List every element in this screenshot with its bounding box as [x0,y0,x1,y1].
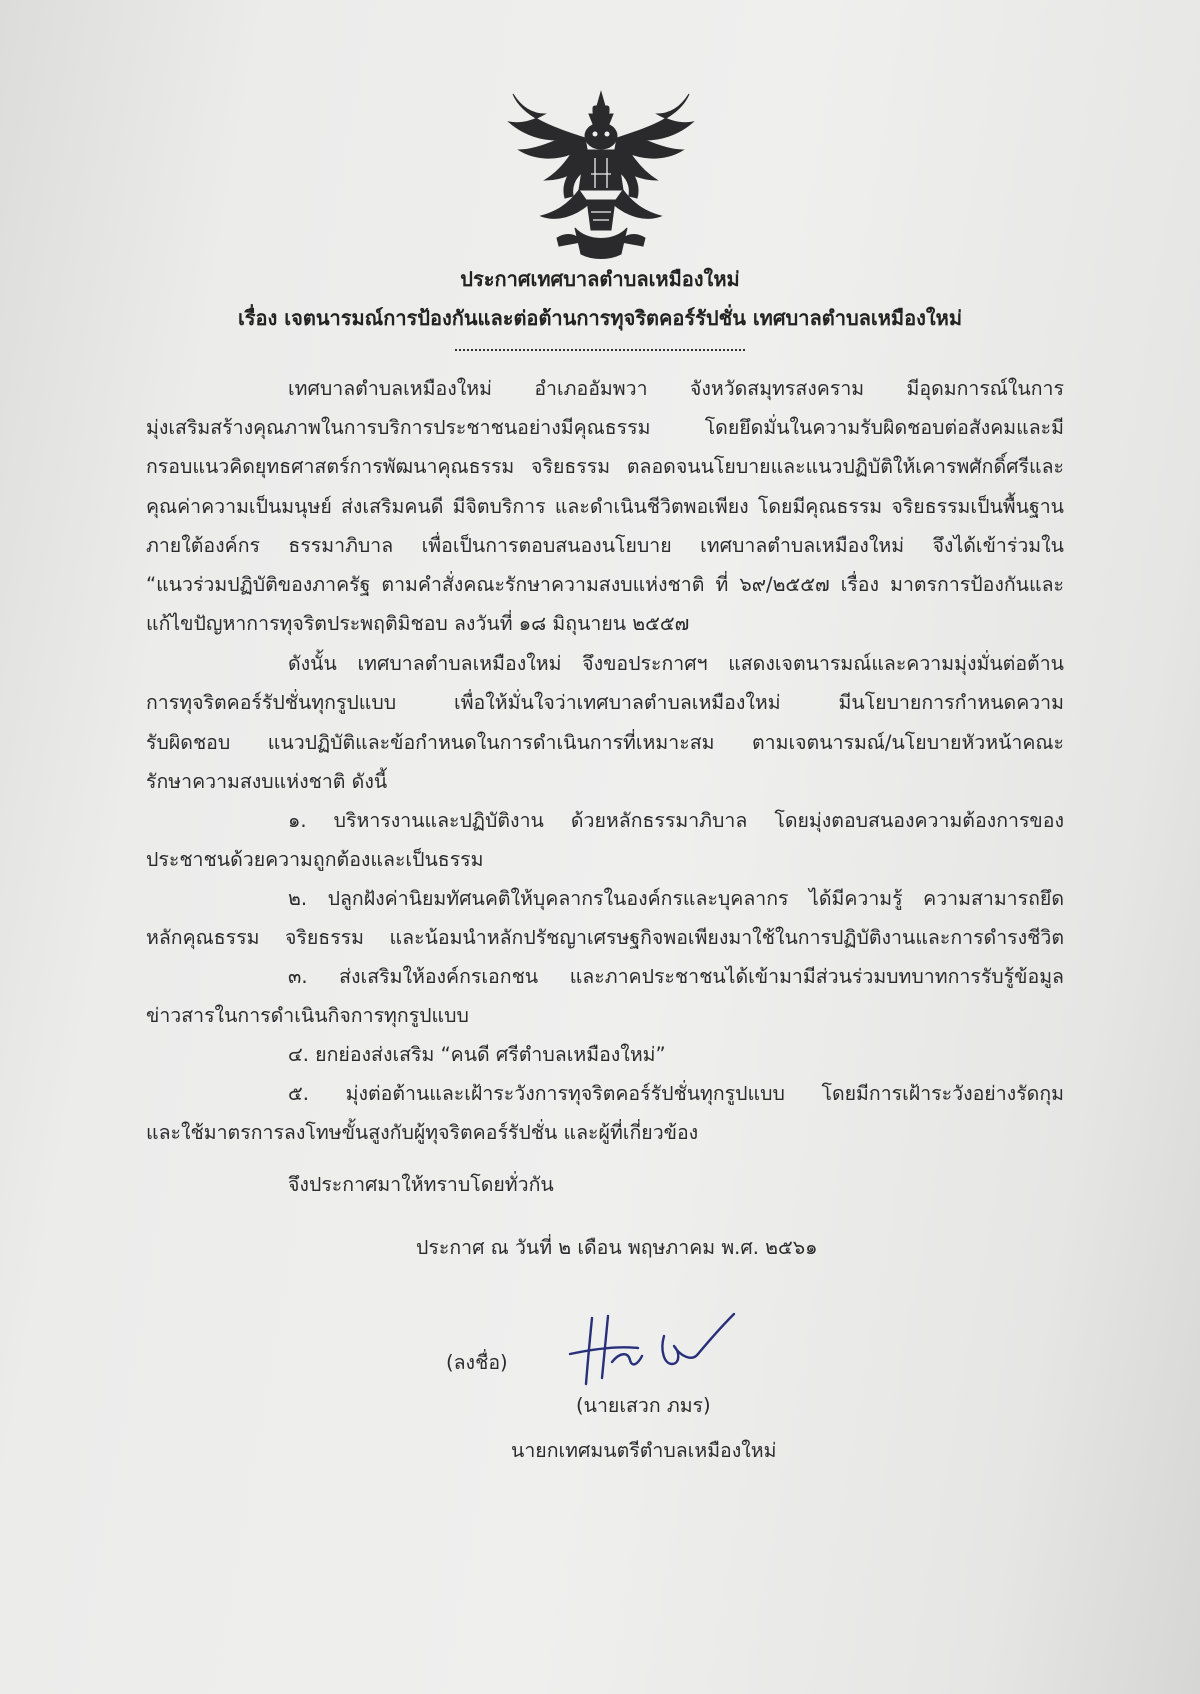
list-item: ๒. ปลูกฝังค่านิยมทัศนคติให้บุคลากรในองค์กรและบุคลากร ได้มีความรู้ ความสามารถยึด [288,887,1064,910]
list-item-continuation: หลักคุณธรรม จริยธรรม และน้อมนำหลักปรัชญาเศรษฐกิจพอเพียงมาใช้ในการปฏิบัติงานและการดำรงชีวิต [146,926,1064,949]
list-item: ๕. มุ่งต่อต้านและเฝ้าระวังการทุจริตคอร์รัปชั่นทุกรูปแบบ โดยมีการเฝ้าระวังอย่างรัดกุม [288,1082,1064,1105]
list-item-continuation: ประชาชนด้วยความถูกต้องและเป็นธรรม [146,848,484,871]
body-line: ดังนั้น เทศบาลตำบลเหมืองใหม่ จึงขอประกาศฯ แสดงเจตนารมณ์และความมุ่งมั่นต่อต้าน [288,652,1064,675]
body-line: รับผิดชอบ แนวปฏิบัติและข้อกำหนดในการดำเนินการที่เหมาะสม ตามเจตนารมณ์/นโยบายหัวหน้าคณะ [146,731,1064,754]
closing-line: จึงประกาศมาให้ทราบโดยทั่วกัน [288,1173,554,1196]
list-item-continuation: และใช้มาตรการลงโทษขั้นสูงกับผู้ทุจริตคอร์รัปชั่น และผู้ที่เกี่ยวข้อง [146,1121,699,1144]
body-line: ภายใต้องค์กร ธรรมาภิบาล เพื่อเป็นการตอบสนองนโยบาย เทศบาลตำบลเหมืองใหม่ จึงได้เข้าร่วมใน [146,534,1064,557]
announcement-heading: ประกาศเทศบาลตำบลเหมืองใหม่ [460,267,740,291]
list-item: ๔. ยกย่องส่งเสริม “คนดี ศรีตำบลเหมืองใหม่” [288,1043,666,1066]
body-line: รักษาความสงบแห่งชาติ ดังนี้ [146,770,388,793]
body-line: “แนวร่วมปฏิบัติของภาครัฐ ตามคำสั่งคณะรักษาความสงบแห่งชาติ ที่ ๖๙/๒๕๕๗ เรื่อง มาตรการป้องกันและ [146,573,1064,596]
body-line: มุ่งเสริมสร้างคุณภาพในการบริการประชาชนอย่างมีคุณธรรม โดยยึดมั่นในความรับผิดชอบต่อสังคมและมี [146,416,1064,439]
signer-position: นายกเทศมนตรีตำบลเหมืองใหม่ [511,1439,777,1462]
body-line: แก้ไขปัญหาการทุจริตประพฤติมิชอบ ลงวันที่ ๑๘ มิถุนายน ๒๕๕๗ [146,612,690,635]
sign-label: (ลงชื่อ) [446,1351,508,1374]
list-item: ๑. บริหารงานและปฏิบัติงาน ด้วยหลักธรรมาภิบาล โดยมุ่งตอบสนองความต้องการของ [288,809,1064,832]
list-item-continuation: ข่าวสารในการดำเนินกิจการทุกรูปแบบ [146,1004,469,1027]
date-line: ประกาศ ณ วันที่ ๒ เดือน พฤษภาคม พ.ศ. ๒๕๖๑ [416,1236,818,1259]
list-item: ๓. ส่งเสริมให้องค์กรเอกชน และภาคประชาชนได้เข้ามามีส่วนร่วมบทบาทการรับรู้ข้อมูล [288,965,1064,988]
body-line: การทุจริตคอร์รัปชั่นทุกรูปแบบ เพื่อให้มั่นใจว่าเทศบาลตำบลเหมืองใหม่ มีนโยบายการกำหนดความ [146,691,1064,714]
signer-name: (นายเสวก ภมร) [576,1394,711,1417]
dotted-divider [455,349,745,351]
garuda-emblem-icon [505,88,697,260]
body-line: คุณค่าความเป็นมนุษย์ ส่งเสริมคนดี มีจิตบริการ และดำเนินชีวิตพอเพียง โดยมีคุณธรรม จริยธรรมเป็นพื้นฐาน [146,495,1064,518]
handwritten-signature [568,1312,736,1392]
body-line: กรอบแนวคิดยุทธศาสตร์การพัฒนาคุณธรรม จริยธรรม ตลอดจนนโยบายและแนวปฏิบัติให้เคารพศักดิ์ศรีและ [146,455,1064,478]
subject-line: เรื่อง เจตนารมณ์การป้องกันและต่อต้านการทุจริตคอร์รัปชั่น เทศบาลตำบลเหมืองใหม่ [237,306,963,330]
body-line: เทศบาลตำบลเหมืองใหม่ อำเภออัมพวา จังหวัดสมุทรสงคราม มีอุดมการณ์ในการ [288,377,1064,400]
